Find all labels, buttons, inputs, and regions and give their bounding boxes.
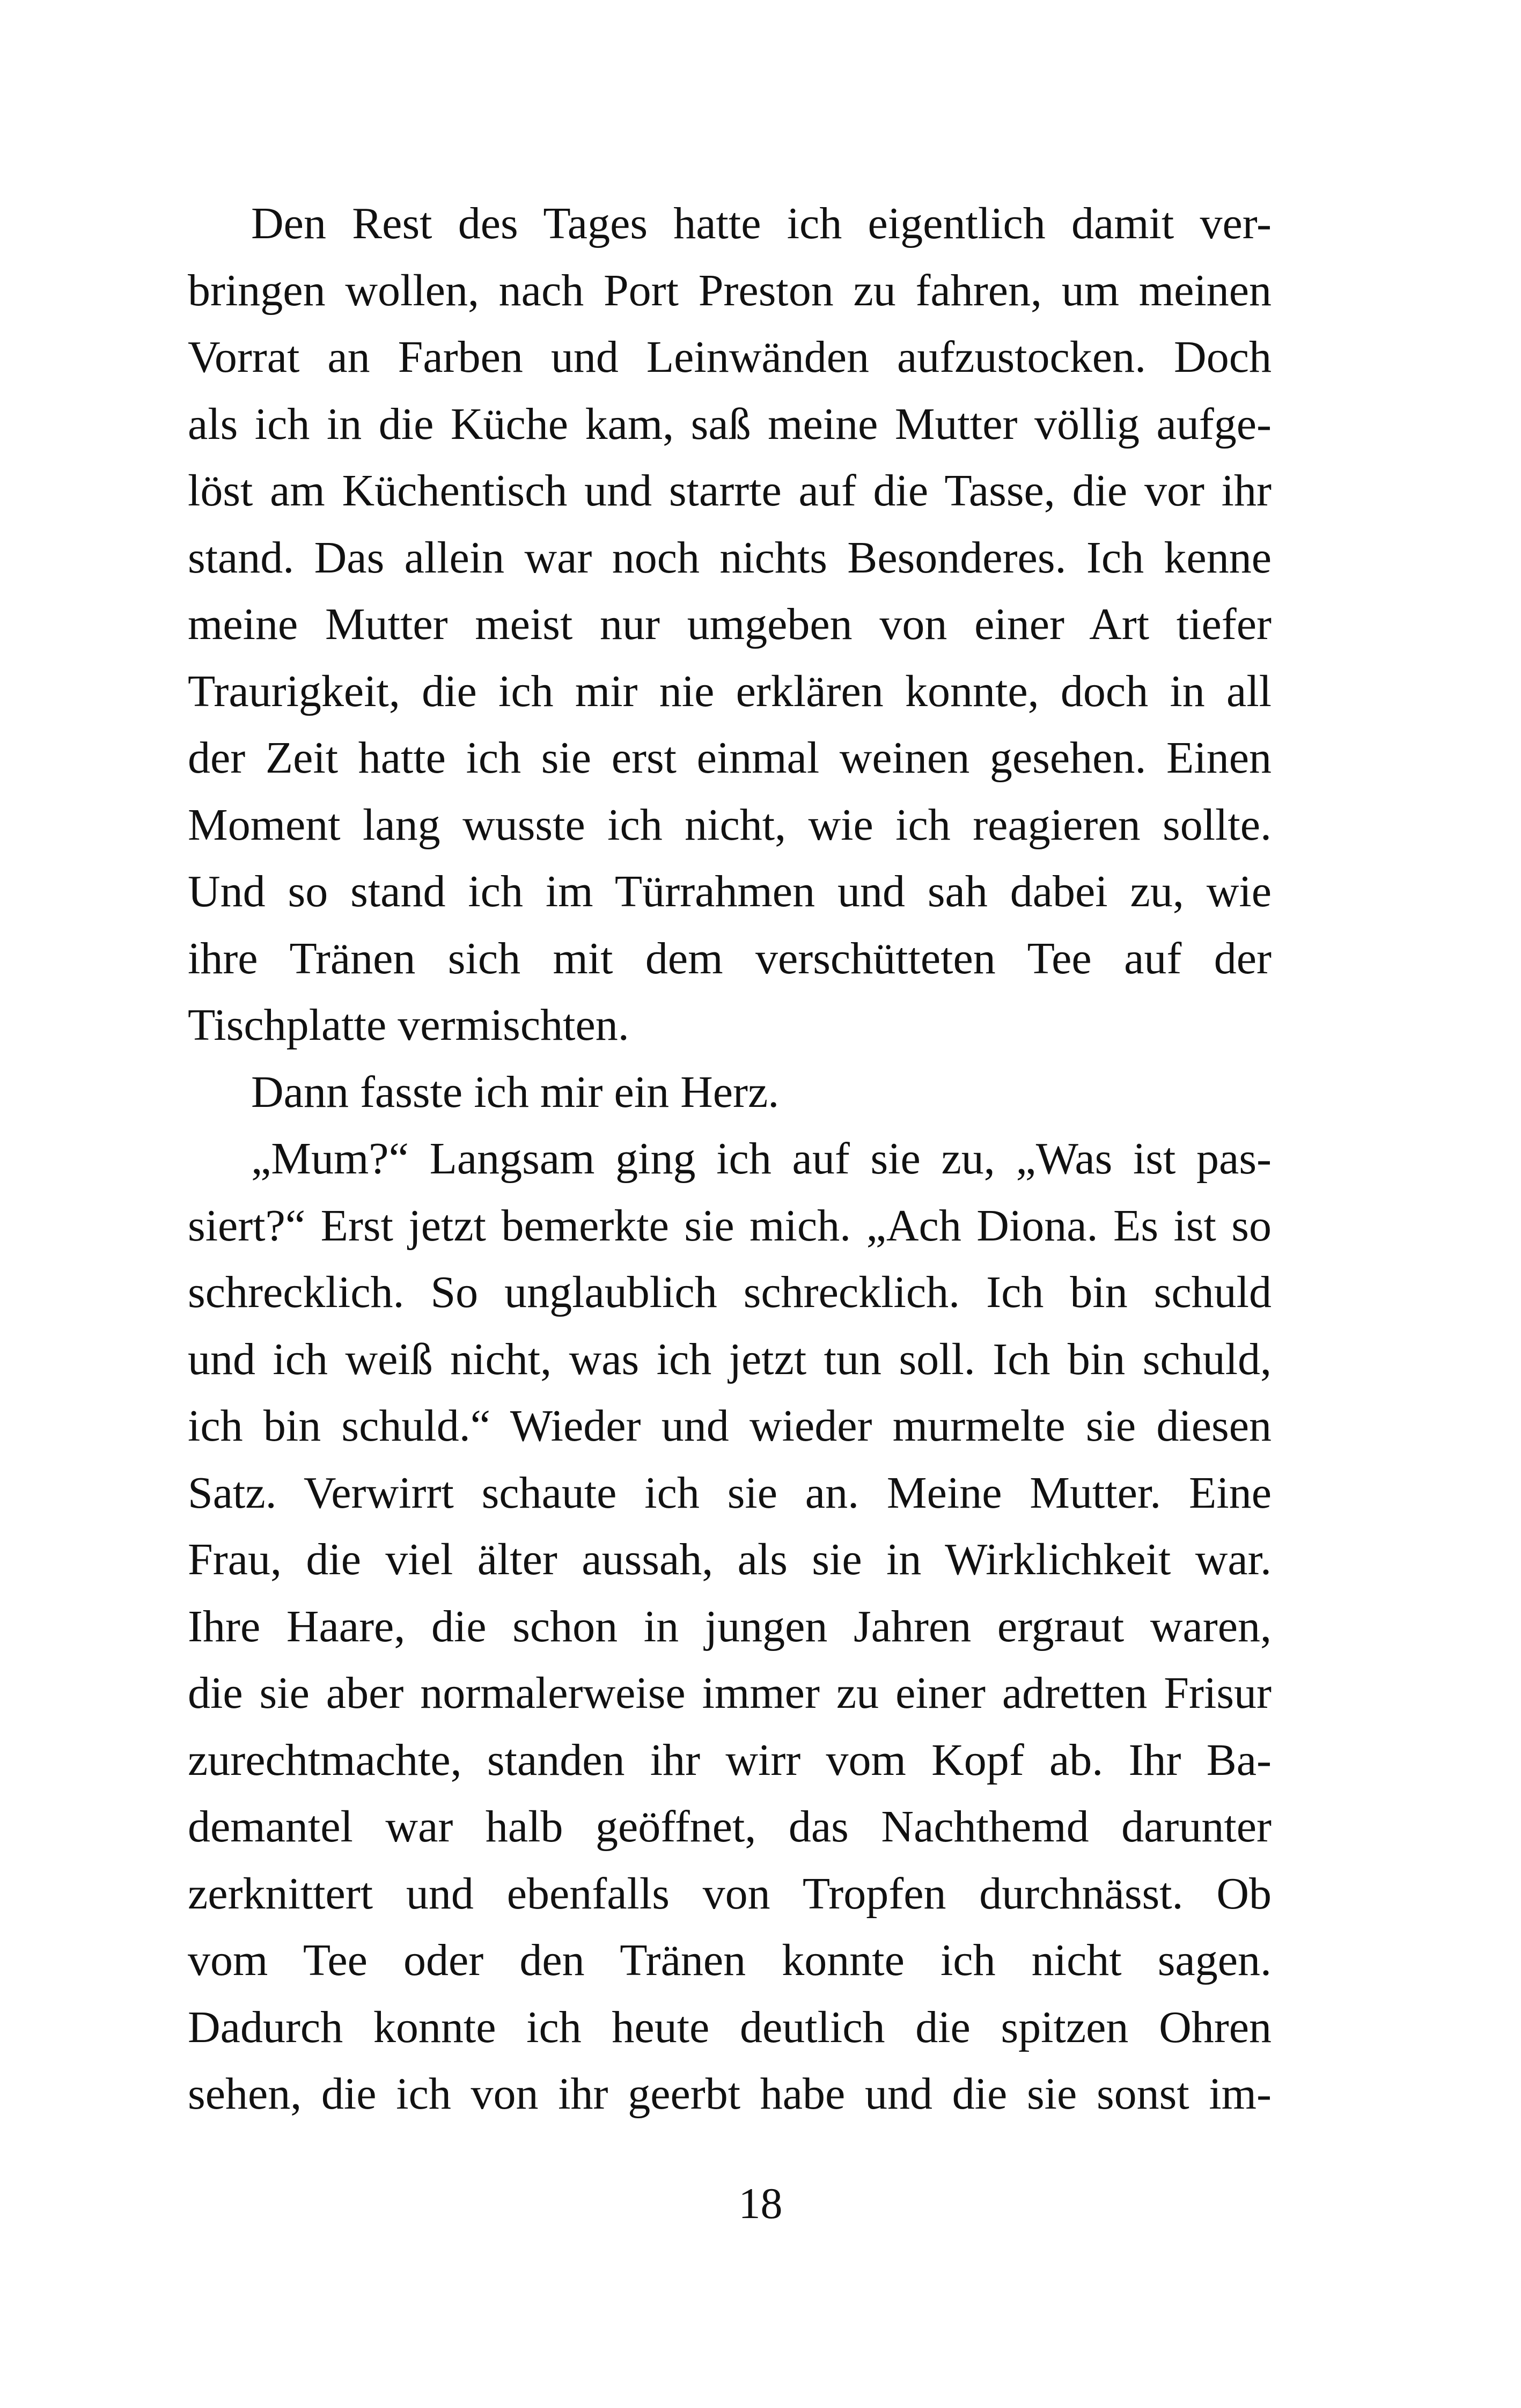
- paragraph: [188, 1126, 1272, 2128]
- text-line: Satz. Verwirrt schaute ich sie an. Meine Mutter. Eine: [188, 1467, 1272, 1518]
- text-line: siert?“ Erst jetzt bemerkte sie mich. „Ach Diona. Es ist so: [188, 1200, 1272, 1251]
- text-line: zerknittert und ebenfalls von Tropfen durchnässt. Ob: [188, 1868, 1272, 1919]
- text-line: ich bin schuld.“ Wieder und wieder murmelte sie diesen: [188, 1401, 1272, 1451]
- text-line: Traurigkeit, die ich mir nie erklären konnte, doch in all: [188, 666, 1272, 716]
- text-line: als ich in die Küche kam, saß meine Mutter völlig aufge-: [188, 399, 1272, 449]
- text-line: meine Mutter meist nur umgeben von einer Art tiefer: [188, 599, 1272, 649]
- text-line: zurechtmachte, standen ihr wirr vom Kopf ab. Ihr Ba-: [188, 1735, 1272, 1785]
- text-line: der Zeit hatte ich sie erst einmal weinen gesehen. Einen: [188, 733, 1272, 783]
- text-line: Moment lang wusste ich nicht, wie ich reagieren sollte.: [188, 799, 1272, 850]
- text-line: Ihre Haare, die schon in jungen Jahren ergraut waren,: [188, 1601, 1272, 1651]
- text-line: schrecklich. So unglaublich schrecklich. Ich bin schuld: [188, 1267, 1272, 1317]
- paragraph: [188, 1059, 1272, 1126]
- text-line: Tischplatte vermischten.: [188, 1000, 629, 1050]
- body-text: [188, 190, 1272, 2128]
- paragraph: [188, 190, 1272, 1059]
- text-line: die sie aber normalerweise immer zu einer adretten Frisur: [188, 1668, 1272, 1718]
- text-line: vom Tee oder den Tränen konnte ich nicht sagen.: [188, 1935, 1272, 1985]
- text-line: löst am Küchentisch und starrte auf die Tasse, die vor ihr: [188, 466, 1272, 516]
- text-line: stand. Das allein war noch nichts Besonderes. Ich kenne: [188, 532, 1272, 583]
- text-line: Dadurch konnte ich heute deutlich die spitzen Ohren: [188, 2002, 1272, 2052]
- text-line: und ich weiß nicht, was ich jetzt tun soll. Ich bin schuld,: [188, 1334, 1272, 1384]
- text-line: Den Rest des Tages hatte ich eigentlich damit ver-: [251, 199, 1272, 248]
- text-line: Frau, die viel älter aussah, als sie in Wirklichkeit war.: [188, 1535, 1272, 1584]
- text-line: ihre Tränen sich mit dem verschütteten Tee auf der: [188, 933, 1272, 983]
- page-number: 18: [738, 2179, 783, 2228]
- text-line: Dann fasste ich mir ein Herz.: [251, 1067, 780, 1117]
- text-line: Und so stand ich im Türrahmen und sah dabei zu, wie: [188, 867, 1272, 916]
- text-line: Vorrat an Farben und Leinwänden aufzustocken. Doch: [188, 332, 1272, 382]
- text-line: sehen, die ich von ihr geerbt habe und die sie sonst im-: [188, 2069, 1272, 2119]
- text-line: bringen wollen, nach Port Preston zu fahren, um meinen: [188, 265, 1272, 315]
- text-line: demantel war halb geöffnet, das Nachthemd darunter: [188, 1802, 1272, 1852]
- text-line: „Mum?“ Langsam ging ich auf sie zu, „Was ist pas-: [251, 1134, 1272, 1184]
